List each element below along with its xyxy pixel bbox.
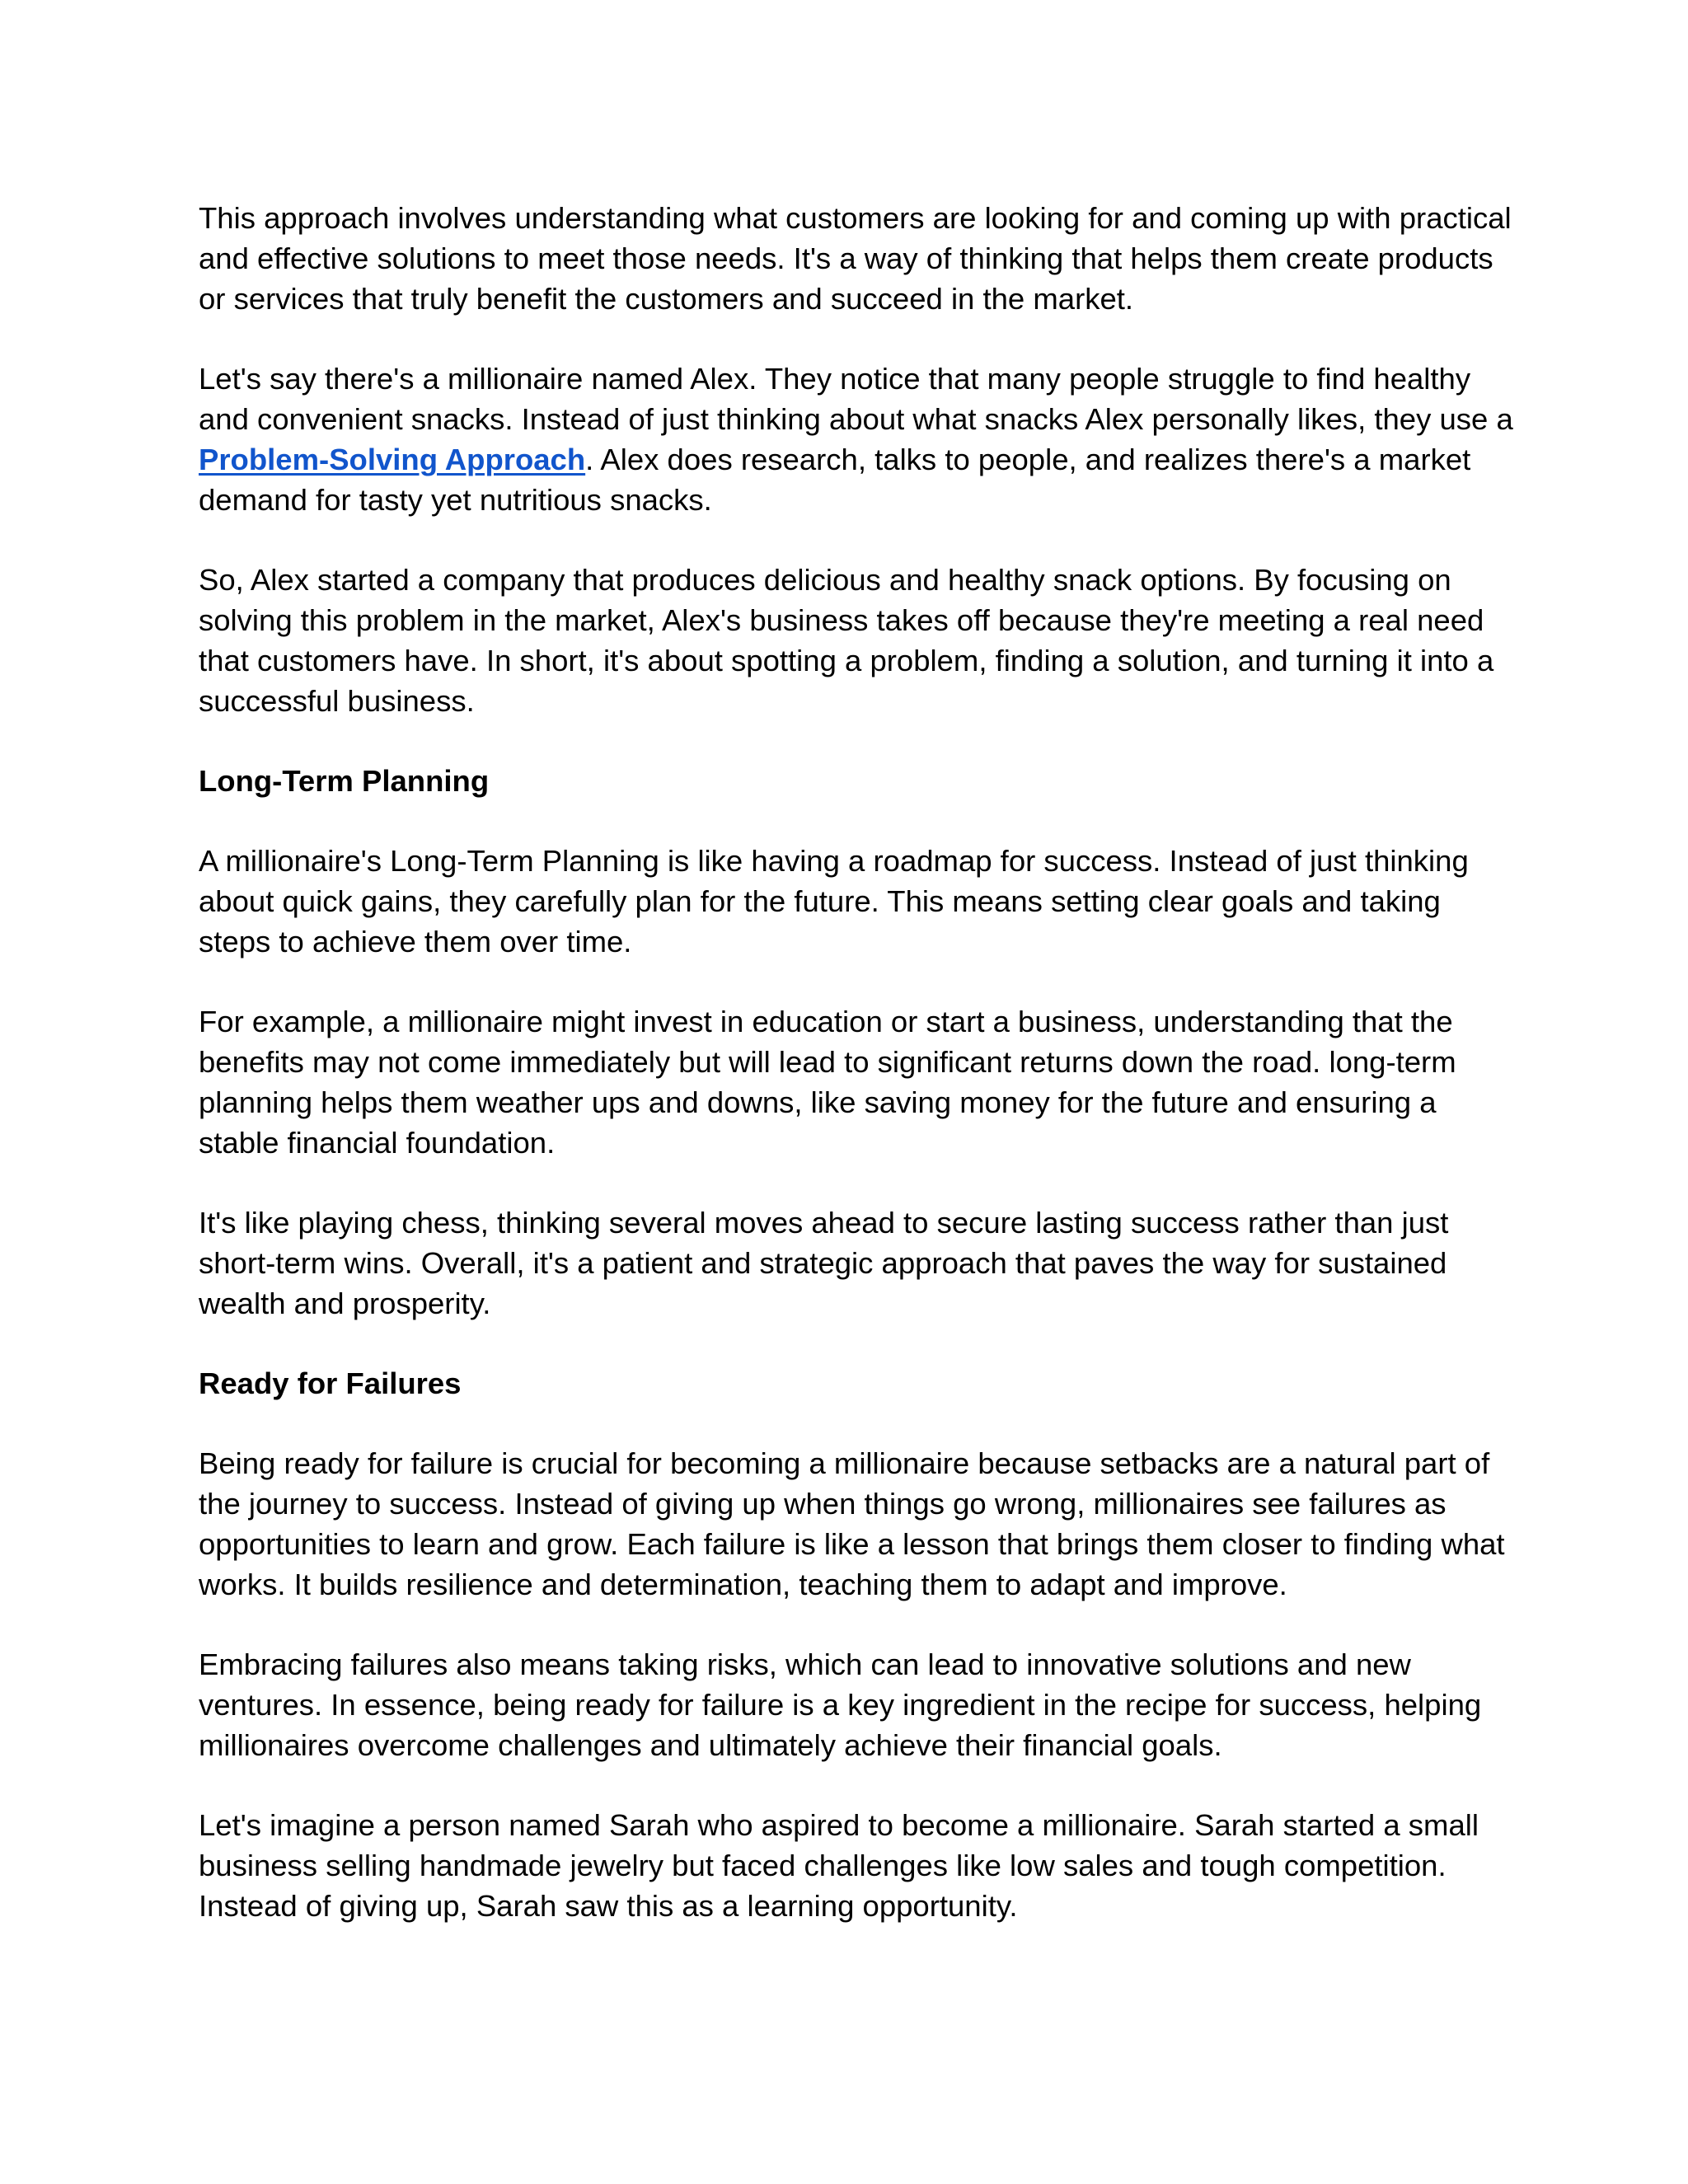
paragraph-problem-solving-intro: This approach involves understanding what customers are looking for and coming up with practical and effective solutions to meet those needs. It's a way of thinking that helps them create products or services that truly benefit the customers and succeed in the market. [199,201,1512,316]
heading-ready-for-failures: Ready for Failures [199,1366,462,1400]
heading-long-term-planning: Long-Term Planning [199,764,490,798]
paragraph-long-term-roadmap: A millionaire's Long-Term Planning is like having a roadmap for success. Instead of just thinking about quick gains, they carefully plan for the future. This means setting clear goals and taking steps to achieve them over time. [199,844,1469,958]
paragraph-sarah-example: Let's imagine a person named Sarah who aspired to become a millionaire. Sarah started a small business selling handmade jewelry but faced challenges like low sales and tough competition. Instead of giving up, Sarah saw this as a learning opportunity. [199,1808,1479,1923]
paragraph-long-term-example: For example, a millionaire might invest in education or start a business, understanding that the benefits may not come immediately but will lead to significant returns down the road. long-term planning helps them weather ups and downs, like saving money for the future and ensuring a stable financial foundation. [199,1005,1456,1160]
paragraph-alex-example [199,359,1517,520]
paragraph-text: Let's say there's a millionaire named Alex. They notice that many people struggle to find healthy and convenient snacks. Instead of just thinking about what snacks Alex personally likes, they use a [199,362,1513,436]
paragraph-alex-company: So, Alex started a company that produces delicious and healthy snack options. By focusing on solving this problem in the market, Alex's business takes off because they're meeting a real need that customers have. In short, it's about spotting a problem, finding a solution, and turning it into a successful business. [199,563,1494,718]
paragraph-chess-analogy: It's like playing chess, thinking several moves ahead to secure lasting success rather than just short-term wins. Overall, it's a patient and strategic approach that paves the way for sustained wealth and prosperity. [199,1206,1449,1320]
document-page [199,198,1517,1966]
paragraph-embracing-failures: Embracing failures also means taking risks, which can lead to innovative solutions and new ventures. In essence, being ready for failure is a key ingredient in the recipe for success, helping millionaires overcome challenges and ultimately achieve their financial goals. [199,1647,1482,1762]
paragraph-failure-crucial: Being ready for failure is crucial for becoming a millionaire because setbacks are a natural part of the journey to success. Instead of giving up when things go wrong, millionaires see failures as opportunities to learn and grow. Each failure is like a lesson that brings them closer to finding what works. It builds resilience and determination, teaching them to adapt and improve. [199,1446,1505,1601]
paragraph-text: . Alex does research, talks to people, and realizes there's a market demand for tasty yet nutritious snacks. [199,443,1471,517]
problem-solving-approach-link[interactable]: Problem-Solving Approach [199,443,586,476]
